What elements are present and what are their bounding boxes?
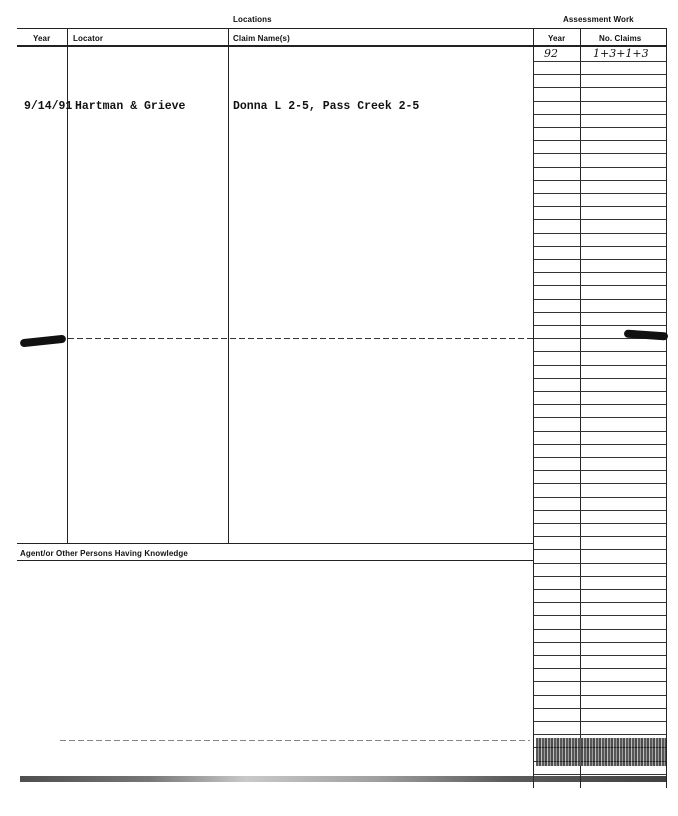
scan-noise-assessment bbox=[536, 738, 666, 766]
assessment-rule bbox=[534, 233, 666, 234]
assessment-rule bbox=[534, 391, 666, 392]
col-claim-names-header: Claim Name(s) bbox=[233, 34, 290, 43]
col-assessment-year-header: Year bbox=[548, 34, 566, 43]
assessment-rule bbox=[534, 457, 666, 458]
assessment-rule bbox=[534, 483, 666, 484]
assessment-rule bbox=[534, 734, 666, 735]
assessment-rule bbox=[534, 87, 666, 88]
scan-noise-bottom bbox=[20, 776, 666, 782]
assessment-rule bbox=[534, 378, 666, 379]
assessment-rule bbox=[534, 127, 666, 128]
assessment-rule bbox=[534, 167, 666, 168]
agent-section-label: Agent/or Other Persons Having Knowledge bbox=[20, 549, 188, 558]
assessment-rule bbox=[534, 299, 666, 300]
assessment-rule bbox=[534, 285, 666, 286]
assessment-rule bbox=[534, 774, 666, 775]
assessment-work-header: Assessment Work bbox=[563, 15, 634, 24]
assessment-rule bbox=[534, 153, 666, 154]
assessment-claims-entry: 1+3+1+3 bbox=[593, 47, 649, 60]
col-divider-assessment-year-claims bbox=[580, 28, 581, 788]
assessment-rule bbox=[534, 668, 666, 669]
assessment-rule bbox=[534, 576, 666, 577]
assessment-rule bbox=[534, 470, 666, 471]
assessment-rule bbox=[534, 510, 666, 511]
assessment-year-entry: 92 bbox=[544, 47, 558, 60]
assessment-rule bbox=[534, 312, 666, 313]
col-divider-locator-claims bbox=[228, 28, 229, 543]
right-border bbox=[666, 28, 667, 788]
assessment-rule bbox=[534, 61, 666, 62]
col-locator-header: Locator bbox=[73, 34, 104, 43]
header-bottom-rule bbox=[17, 45, 667, 47]
assessment-rule bbox=[534, 549, 666, 550]
assessment-rule bbox=[534, 325, 666, 326]
assessment-rule bbox=[534, 602, 666, 603]
locations-header: Locations bbox=[233, 15, 272, 24]
assessment-rule bbox=[534, 497, 666, 498]
assessment-rule bbox=[534, 629, 666, 630]
assessment-rule bbox=[534, 193, 666, 194]
col-year-header: Year bbox=[33, 34, 51, 43]
assessment-rule bbox=[534, 431, 666, 432]
assessment-rule bbox=[534, 708, 666, 709]
assessment-rule bbox=[534, 272, 666, 273]
assessment-rule bbox=[534, 114, 666, 115]
assessment-rule bbox=[534, 74, 666, 75]
assessment-rule bbox=[534, 695, 666, 696]
assessment-rule bbox=[534, 615, 666, 616]
scan-noise-dashes bbox=[60, 740, 530, 741]
assessment-rule bbox=[534, 523, 666, 524]
col-no-claims-header: No. Claims bbox=[599, 34, 642, 43]
assessment-rule bbox=[534, 246, 666, 247]
assessment-rule bbox=[534, 681, 666, 682]
agent-section-top-rule bbox=[17, 543, 534, 544]
assessment-rule bbox=[534, 417, 666, 418]
record-year: 9/14/91 bbox=[24, 100, 73, 113]
assessment-rule bbox=[534, 259, 666, 260]
assessment-rule bbox=[534, 721, 666, 722]
assessment-rule bbox=[534, 536, 666, 537]
assessment-rule bbox=[534, 589, 666, 590]
assessment-rule bbox=[534, 219, 666, 220]
assessment-rule bbox=[534, 655, 666, 656]
assessment-rule bbox=[534, 563, 666, 564]
assessment-rule bbox=[534, 404, 666, 405]
assessment-rule bbox=[534, 351, 666, 352]
assessment-rule bbox=[534, 180, 666, 181]
assessment-rule bbox=[534, 101, 666, 102]
assessment-rule bbox=[534, 642, 666, 643]
assessment-rule bbox=[534, 365, 666, 366]
header-top-rule bbox=[17, 28, 667, 29]
record-locator: Hartman & Grieve bbox=[75, 100, 186, 113]
record-claim-names: Donna L 2-5, Pass Creek 2-5 bbox=[233, 100, 420, 113]
fold-line bbox=[68, 338, 534, 339]
assessment-rule bbox=[534, 206, 666, 207]
col-divider-claims-assessment bbox=[533, 28, 534, 788]
agent-section-rule bbox=[17, 560, 534, 561]
assessment-rule bbox=[534, 140, 666, 141]
ink-smudge-left bbox=[20, 335, 67, 348]
assessment-rule bbox=[534, 444, 666, 445]
